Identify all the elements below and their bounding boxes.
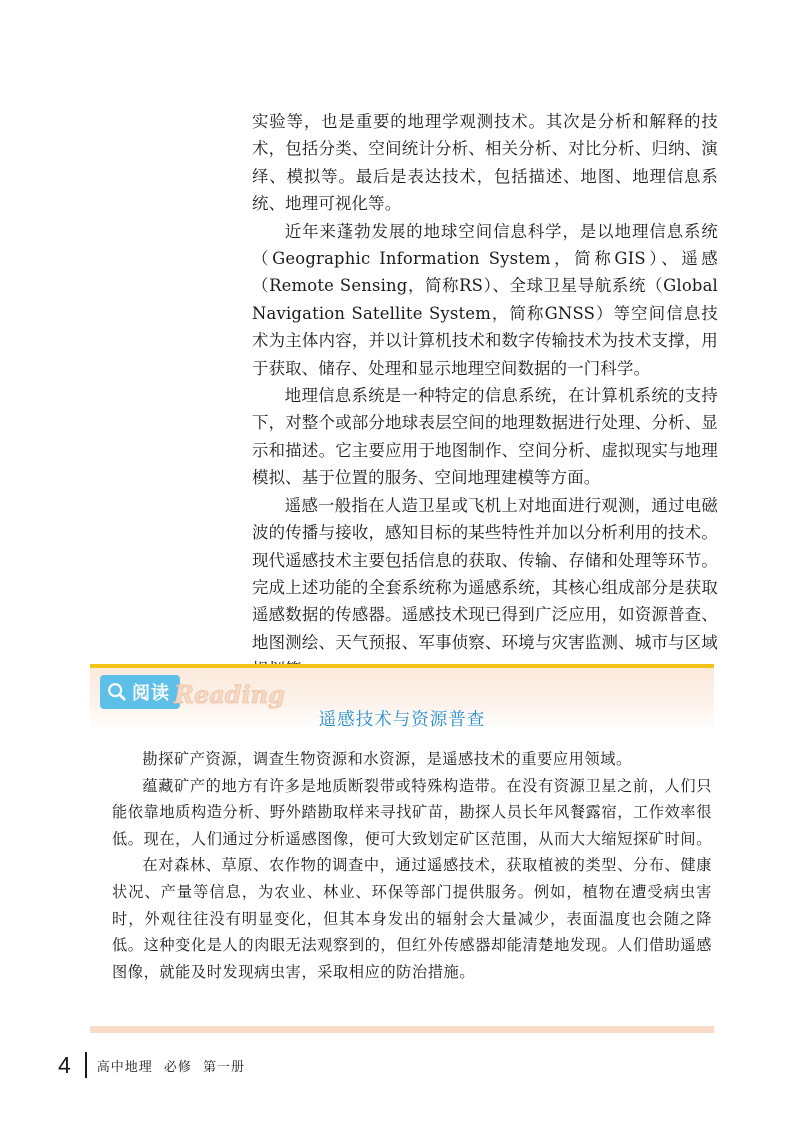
main-paragraph: 地理信息系统是一种特定的信息系统，在计算机系统的支持下，对整个或部分地球表层空间的地理数据进行处理、分析、显示和描述。它主要应用于地图制作、空间分析、虚拟现实与地理模拟、基于位置的服务、空间地理建模等方面。: [252, 386, 718, 488]
reading-tag: [100, 674, 285, 710]
page-footer: [58, 1050, 245, 1080]
book-title: 高中地理 必修 第一册: [96, 1059, 246, 1075]
reading-tag-label: 阅读: [132, 683, 170, 704]
reading-body: [112, 746, 712, 985]
magnifier-icon: [106, 681, 128, 703]
reading-tag-pill: [100, 675, 180, 709]
page-number: 4: [58, 1051, 71, 1078]
reading-box: [90, 664, 714, 1034]
reading-title: 遥感技术与资源普查: [318, 710, 486, 730]
main-paragraph: 遥感一般指在人造卫星或飞机上对地面进行观测，通过电磁波的传播与接收，感知目标的某些特性并加以分析利用的技术。现代遥感技术主要包括信息的获取、传输、存储和处理等环节。完成上述功能的全套系统称为遥感系统，其核心组成部分是获取遥感数据的传感器。遥感技术现已得到广泛应用，如资源普查、地图测绘、天气预报、军事侦察、环境与灾害监测、城市与区域: [252, 495, 718, 652]
footer-divider: [85, 1052, 87, 1078]
reading-tag-word: Reading: [174, 679, 285, 709]
reading-paragraph: 勘探矿产资源，调查生物资源和水资源，是遥感技术的重要应用领域。: [142, 750, 632, 768]
reading-bottom-line: [90, 1026, 714, 1033]
main-paragraph: 近年来蓬勃发展的地球空间信息科学，是以地理信息系统（Geographic Information System，简称GIS）、遥感（Remote Sensing，简称RS）、全球卫星导航系统（Global Navigation Satellite System，简称GNSS）等空间信息技术为主体内容，并以计算机技术和数字传输技术为技术支撑，用于获取、储存、处理和显示地理空间数据的一门科学。: [252, 221, 718, 378]
reading-paragraph: 蕴藏矿产的地方有许多是地质断裂带或特殊构造带。在没有资源卫星之前，人们只能依靠地质构造分析、野外踏勘取样来寻找矿苗，勘探人员长年风餐露宿，工作效率很低。现在，人们通过分析遥感图像，便可大致划定矿区范围，从而大大缩短探矿时间。: [112, 776, 712, 848]
reading-paragraph: 在对森林、草原、农作物的调查中，通过遥感技术，获取植被的类型、分布、健康状况、产量等信息，为农业、林业、环保等部门提供服务。例如，植物在遭受病虫害时，外观往往没有明显变化，但其本身发出的辐射会大量减少，表面温度也会随之降低。这种变化是人的肉眼无法观察到的，但红外传感器却能清楚地发现。人们借助遥感图像，就能及时发现病虫害，采取相应的防治措施。: [112, 856, 712, 981]
main-paragraph: 实验等，也是重要的地理学观测技术。其次是分析和解释的技术，包括分类、空间统计分析、相关分析、对比分析、归纳、演绎、模拟等。最后是表达技术，包括描述、地图、地理信息系统、地理可视化等。: [252, 112, 718, 214]
main-text: [252, 108, 718, 684]
